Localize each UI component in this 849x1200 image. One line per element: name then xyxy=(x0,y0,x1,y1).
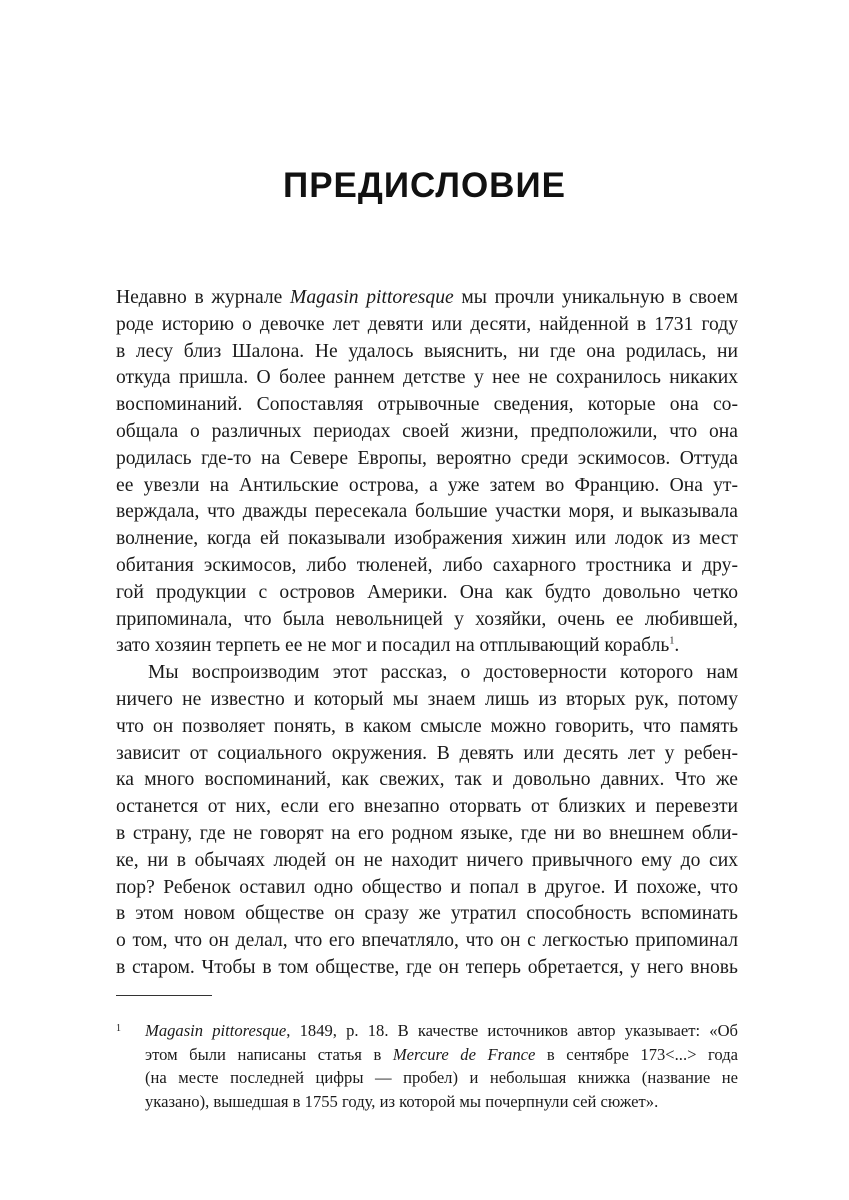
text-line: пор? Ребенок оставил одно общество и попал в другое. И похоже, что xyxy=(116,876,738,898)
text-line: что он позволяет понять, в каком смысле можно говорить, что память xyxy=(116,715,738,737)
text-line: родилась где-то на Севере Европы, вероятно среди эскимосов. Оттуда xyxy=(116,447,738,469)
journal-title: Mercure de France xyxy=(392,1044,536,1064)
text-line: гой продукции с островов Америки. Она как будто довольно четко xyxy=(116,581,738,603)
paragraph-1 xyxy=(116,285,738,660)
footnote-text xyxy=(145,1019,738,1113)
text-line: откуда пришла. О более раннем детстве у нее не сохранилось никаких xyxy=(116,367,738,389)
text-line: о том, что он делал, что его впечатляло, что он с легкостью припоминал xyxy=(116,930,738,952)
text-line: обитания эскимосов, либо тюленей, либо сахарного тростника и дру- xyxy=(116,554,738,576)
journal-title: Magasin pittoresque xyxy=(145,1021,287,1040)
footnote-line: указано), вышедшая в 1755 году, из которой мы почерпнули сей сюжет». xyxy=(145,1091,659,1111)
footnote xyxy=(116,1019,738,1113)
text-line: верждала, что дважды пересекала большие участки моря, и выказывала xyxy=(116,501,738,523)
text-line: зато хозяин терпеть ее не мог и посадил на отплывающий корабль$^1$. xyxy=(116,635,680,657)
text-line: Мы воспроизводим этот рассказ, о достоверности которого нам xyxy=(148,662,738,684)
text-line: роде историю о девочке лет девяти или десяти, найденной в 1731 году xyxy=(116,313,738,335)
text-line: воспоминаний. Сопоставляя отрывочные сведения, которые она со- xyxy=(116,394,738,416)
paragraph-2 xyxy=(116,660,738,982)
text-line: в этом новом обществе он сразу же утратил способность вспоминать xyxy=(116,903,738,925)
text-line: ка много воспоминаний, как свежих, так и довольно давних. Что же xyxy=(116,769,738,791)
footnote-reference[interactable]: 1 xyxy=(669,635,675,647)
footnote-line: этом были написаны статья в Mercure de France в сентябре 173<...> года xyxy=(145,1044,739,1064)
text-line: в страну, где не говорят на его родном языке, где ни во внешнем обли- xyxy=(116,822,738,844)
text-line: зависит от социального окружения. В девять или десять лет у ребен- xyxy=(116,742,738,764)
journal-title: Magasin pittoresque xyxy=(290,287,454,308)
footnote-line: Magasin pittoresque, 1849, p. 18. В качестве источников автор указывает: «Об xyxy=(145,1021,738,1040)
page-title: ПРЕДИСЛОВИЕ xyxy=(283,166,566,205)
text-line: ке, ни в обычаях людей он не находит ничего привычного ему до сих xyxy=(116,849,738,871)
text-line: припоминала, что была невольницей у хозяйки, очень ее любившей, xyxy=(116,608,738,630)
main-text xyxy=(116,285,738,982)
text-line: в старом. Чтобы в том обществе, где он теперь обретается, у него вновь xyxy=(116,956,738,978)
text-line: ничего не известно и который мы знаем лишь из вторых рук, потому xyxy=(116,688,738,710)
text-line: Недавно в журнале Magasin pittoresque мы прочли уникальную в своем xyxy=(116,287,738,308)
footnote-divider xyxy=(116,995,212,996)
text-line: общала о различных периодах своей жизни, предположили, что она xyxy=(116,420,738,442)
text-line: останется от них, если его внезапно оторвать от близких и перевезти xyxy=(116,796,738,818)
text-line: ее увезли на Антильские острова, а уже затем во Францию. Она ут- xyxy=(116,474,738,496)
footnote-line: (на месте последней цифры — пробел) и небольшая книжка (название не xyxy=(145,1068,738,1087)
footnote-number: 1 xyxy=(116,1023,121,1034)
text-line: в лесу близ Шалона. Не удалось выяснить, ни где она родилась, ни xyxy=(116,340,738,362)
text-line: волнение, когда ей показывали изображения хижин или лодок из мест xyxy=(116,528,738,550)
